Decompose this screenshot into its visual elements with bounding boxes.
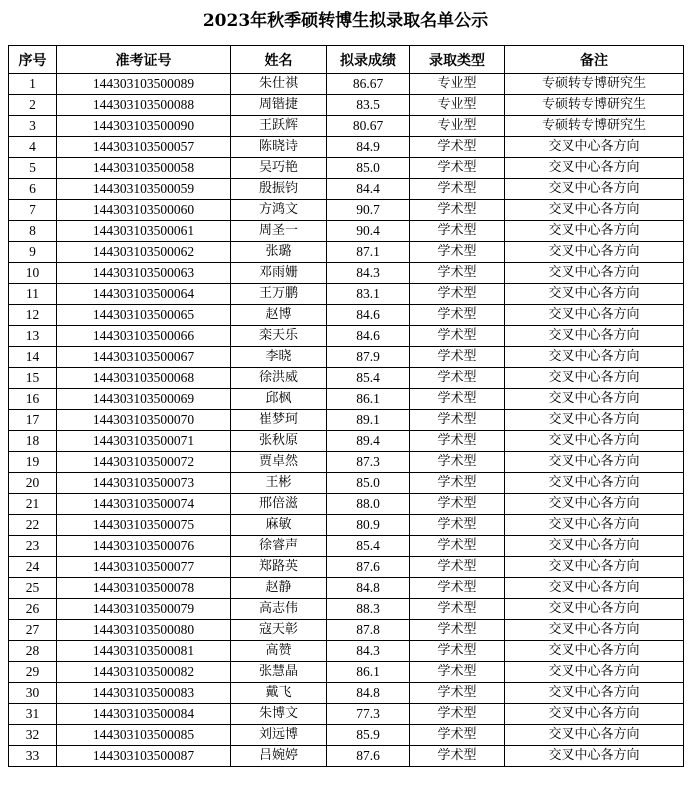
exam-id-cell: 144303103500079 [57,599,231,620]
admission-type-cell: 学术型 [410,326,505,347]
admission-type-cell: 学术型 [410,242,505,263]
score-cell: 84.4 [327,179,410,200]
remarks-cell: 交叉中心各方向 [505,515,684,536]
exam-id-cell: 144303103500074 [57,494,231,515]
table-row [9,578,684,599]
score-cell: 87.1 [327,242,410,263]
score-cell: 86.1 [327,662,410,683]
admission-type-cell: 学术型 [410,305,505,326]
index-cell: 18 [9,431,57,452]
score-cell: 83.1 [327,284,410,305]
name-cell: 高志伟 [231,599,327,620]
name-cell: 麻敏 [231,515,327,536]
index-cell: 5 [9,158,57,179]
admission-type-cell: 学术型 [410,704,505,725]
exam-id-cell: 144303103500089 [57,74,231,95]
score-cell: 85.0 [327,158,410,179]
name-cell: 吴巧艳 [231,158,327,179]
column-header-score: 拟录成绩 [327,46,410,74]
score-cell: 87.8 [327,620,410,641]
exam-id-cell: 144303103500068 [57,368,231,389]
index-cell: 28 [9,641,57,662]
name-cell: 栾天乐 [231,326,327,347]
remarks-cell: 交叉中心各方向 [505,242,684,263]
admission-type-cell: 学术型 [410,641,505,662]
table-row [9,221,684,242]
name-cell: 邓雨姗 [231,263,327,284]
index-cell: 11 [9,284,57,305]
exam-id-cell: 144303103500073 [57,473,231,494]
admission-type-cell: 学术型 [410,599,505,620]
table-row [9,116,684,137]
score-cell: 84.9 [327,137,410,158]
exam-id-cell: 144303103500084 [57,704,231,725]
index-cell: 2 [9,95,57,116]
table-row [9,137,684,158]
index-cell: 4 [9,137,57,158]
remarks-cell: 专硕转专博研究生 [505,95,684,116]
remarks-cell: 交叉中心各方向 [505,221,684,242]
exam-id-cell: 144303103500088 [57,95,231,116]
name-cell: 戴飞 [231,683,327,704]
page-title: 2023年秋季硕转博生拟录取名单公示 [202,11,489,31]
column-header-index: 序号 [9,46,57,74]
admission-type-cell: 学术型 [410,452,505,473]
exam-id-cell: 144303103500057 [57,137,231,158]
name-cell: 朱仕祺 [231,74,327,95]
index-cell: 21 [9,494,57,515]
name-cell: 殷振钧 [231,179,327,200]
admission-type-cell: 学术型 [410,263,505,284]
score-cell: 80.9 [327,515,410,536]
exam-id-cell: 144303103500069 [57,389,231,410]
index-cell: 25 [9,578,57,599]
score-cell: 87.6 [327,746,410,767]
score-cell: 84.3 [327,263,410,284]
name-cell: 邱枫 [231,389,327,410]
score-cell: 86.1 [327,389,410,410]
name-cell: 刘远博 [231,725,327,746]
score-cell: 87.9 [327,347,410,368]
admission-type-cell: 学术型 [410,536,505,557]
exam-id-cell: 144303103500060 [57,200,231,221]
score-cell: 89.1 [327,410,410,431]
score-cell: 90.7 [327,200,410,221]
index-cell: 16 [9,389,57,410]
exam-id-cell: 144303103500075 [57,515,231,536]
exam-id-cell: 144303103500085 [57,725,231,746]
table-row [9,473,684,494]
admission-type-cell: 学术型 [410,200,505,221]
table-row [9,347,684,368]
exam-id-cell: 144303103500058 [57,158,231,179]
remarks-cell: 交叉中心各方向 [505,683,684,704]
admission-type-cell: 学术型 [410,473,505,494]
score-cell: 84.8 [327,578,410,599]
remarks-cell: 交叉中心各方向 [505,326,684,347]
name-cell: 徐睿声 [231,536,327,557]
remarks-cell: 交叉中心各方向 [505,746,684,767]
index-cell: 32 [9,725,57,746]
admission-type-cell: 学术型 [410,683,505,704]
admission-type-cell: 学术型 [410,557,505,578]
admission-type-cell: 专业型 [410,74,505,95]
table-row [9,263,684,284]
score-cell: 87.3 [327,452,410,473]
exam-id-cell: 144303103500076 [57,536,231,557]
name-cell: 张慧晶 [231,662,327,683]
exam-id-cell: 144303103500064 [57,284,231,305]
remarks-cell: 交叉中心各方向 [505,368,684,389]
name-cell: 陈晓诗 [231,137,327,158]
remarks-cell: 交叉中心各方向 [505,158,684,179]
remarks-cell: 交叉中心各方向 [505,305,684,326]
remarks-cell: 交叉中心各方向 [505,179,684,200]
table-row [9,284,684,305]
score-cell: 84.6 [327,305,410,326]
admission-type-cell: 学术型 [410,431,505,452]
remarks-cell: 交叉中心各方向 [505,263,684,284]
exam-id-cell: 144303103500065 [57,305,231,326]
index-cell: 31 [9,704,57,725]
table-row [9,725,684,746]
remarks-cell: 交叉中心各方向 [505,494,684,515]
index-cell: 12 [9,305,57,326]
table-row [9,95,684,116]
table-row [9,326,684,347]
score-cell: 86.67 [327,74,410,95]
remarks-cell: 交叉中心各方向 [505,473,684,494]
remarks-cell: 交叉中心各方向 [505,200,684,221]
exam-id-cell: 144303103500067 [57,347,231,368]
table-row [9,641,684,662]
name-cell: 赵静 [231,578,327,599]
score-cell: 83.5 [327,95,410,116]
admission-type-cell: 学术型 [410,137,505,158]
column-header-exam-id: 准考证号 [57,46,231,74]
index-cell: 8 [9,221,57,242]
index-cell: 13 [9,326,57,347]
exam-id-cell: 144303103500087 [57,746,231,767]
index-cell: 30 [9,683,57,704]
score-cell: 87.6 [327,557,410,578]
admission-type-cell: 学术型 [410,725,505,746]
index-cell: 22 [9,515,57,536]
admission-type-cell: 学术型 [410,179,505,200]
name-cell: 赵博 [231,305,327,326]
exam-id-cell: 144303103500059 [57,179,231,200]
admission-type-cell: 学术型 [410,515,505,536]
remarks-cell: 交叉中心各方向 [505,284,684,305]
index-cell: 9 [9,242,57,263]
name-cell: 王跃辉 [231,116,327,137]
table-row [9,200,684,221]
score-cell: 84.6 [327,326,410,347]
score-cell: 85.9 [327,725,410,746]
remarks-cell: 交叉中心各方向 [505,410,684,431]
exam-id-cell: 144303103500081 [57,641,231,662]
remarks-cell: 交叉中心各方向 [505,704,684,725]
remarks-cell: 交叉中心各方向 [505,620,684,641]
index-cell: 23 [9,536,57,557]
table-row [9,599,684,620]
index-cell: 15 [9,368,57,389]
remarks-cell: 交叉中心各方向 [505,725,684,746]
exam-id-cell: 144303103500063 [57,263,231,284]
score-cell: 90.4 [327,221,410,242]
name-cell: 王彬 [231,473,327,494]
score-cell: 84.8 [327,683,410,704]
name-cell: 吕婉婷 [231,746,327,767]
table-row [9,242,684,263]
name-cell: 王万鹏 [231,284,327,305]
remarks-cell: 交叉中心各方向 [505,431,684,452]
index-cell: 29 [9,662,57,683]
remarks-cell: 交叉中心各方向 [505,347,684,368]
score-cell: 77.3 [327,704,410,725]
exam-id-cell: 144303103500061 [57,221,231,242]
score-cell: 85.0 [327,473,410,494]
table-row [9,746,684,767]
column-header-admission-type: 录取类型 [410,46,505,74]
remarks-cell: 交叉中心各方向 [505,536,684,557]
score-cell: 85.4 [327,368,410,389]
admission-type-cell: 学术型 [410,158,505,179]
remarks-cell: 交叉中心各方向 [505,137,684,158]
remarks-cell: 专硕转专博研究生 [505,116,684,137]
table-row [9,536,684,557]
name-cell: 邢倍滋 [231,494,327,515]
table-row [9,431,684,452]
index-cell: 26 [9,599,57,620]
score-cell: 80.67 [327,116,410,137]
admission-type-cell: 学术型 [410,662,505,683]
admission-type-cell: 学术型 [410,284,505,305]
table-row [9,410,684,431]
name-cell: 朱博文 [231,704,327,725]
index-cell: 7 [9,200,57,221]
index-cell: 17 [9,410,57,431]
table-row [9,620,684,641]
name-cell: 张璐 [231,242,327,263]
exam-id-cell: 144303103500071 [57,431,231,452]
index-cell: 3 [9,116,57,137]
name-cell: 周锴捷 [231,95,327,116]
exam-id-cell: 144303103500083 [57,683,231,704]
admission-type-cell: 专业型 [410,95,505,116]
admission-type-cell: 学术型 [410,389,505,410]
remarks-cell: 交叉中心各方向 [505,662,684,683]
name-cell: 高赞 [231,641,327,662]
admission-type-cell: 学术型 [410,494,505,515]
exam-id-cell: 144303103500072 [57,452,231,473]
name-cell: 郑路英 [231,557,327,578]
remarks-cell: 交叉中心各方向 [505,599,684,620]
exam-id-cell: 144303103500082 [57,662,231,683]
index-cell: 19 [9,452,57,473]
admission-type-cell: 学术型 [410,746,505,767]
name-cell: 李晓 [231,347,327,368]
name-cell: 张秋原 [231,431,327,452]
remarks-cell: 专硕转专博研究生 [505,74,684,95]
remarks-cell: 交叉中心各方向 [505,389,684,410]
table-row [9,452,684,473]
index-cell: 14 [9,347,57,368]
name-cell: 寇天彰 [231,620,327,641]
score-cell: 85.4 [327,536,410,557]
name-cell: 方鸿文 [231,200,327,221]
remarks-cell: 交叉中心各方向 [505,641,684,662]
column-header-name: 姓名 [231,46,327,74]
name-cell: 徐洪威 [231,368,327,389]
score-cell: 89.4 [327,431,410,452]
exam-id-cell: 144303103500078 [57,578,231,599]
name-cell: 崔梦珂 [231,410,327,431]
table-row [9,704,684,725]
table-row [9,515,684,536]
admission-type-cell: 学术型 [410,410,505,431]
table-body [9,74,684,767]
index-cell: 27 [9,620,57,641]
index-cell: 10 [9,263,57,284]
index-cell: 33 [9,746,57,767]
name-cell: 周圣一 [231,221,327,242]
admission-type-cell: 学术型 [410,347,505,368]
table-row [9,557,684,578]
table-row [9,179,684,200]
column-header-remarks: 备注 [505,46,684,74]
remarks-cell: 交叉中心各方向 [505,452,684,473]
admission-type-cell: 学术型 [410,221,505,242]
table-row [9,74,684,95]
index-cell: 6 [9,179,57,200]
score-cell: 84.3 [327,641,410,662]
table-row [9,494,684,515]
exam-id-cell: 144303103500062 [57,242,231,263]
score-cell: 88.3 [327,599,410,620]
table-row [9,305,684,326]
exam-id-cell: 144303103500066 [57,326,231,347]
exam-id-cell: 144303103500070 [57,410,231,431]
table-row [9,368,684,389]
index-cell: 20 [9,473,57,494]
index-cell: 24 [9,557,57,578]
admission-type-cell: 学术型 [410,368,505,389]
exam-id-cell: 144303103500077 [57,557,231,578]
name-cell: 贾卓然 [231,452,327,473]
table-header-row [9,46,684,74]
remarks-cell: 交叉中心各方向 [505,578,684,599]
admission-table [8,45,684,767]
exam-id-cell: 144303103500090 [57,116,231,137]
table-row [9,158,684,179]
admission-type-cell: 学术型 [410,578,505,599]
admission-type-cell: 学术型 [410,620,505,641]
exam-id-cell: 144303103500080 [57,620,231,641]
score-cell: 88.0 [327,494,410,515]
table-row [9,683,684,704]
table-row [9,389,684,410]
index-cell: 1 [9,74,57,95]
table-row [9,662,684,683]
remarks-cell: 交叉中心各方向 [505,557,684,578]
admission-type-cell: 专业型 [410,116,505,137]
